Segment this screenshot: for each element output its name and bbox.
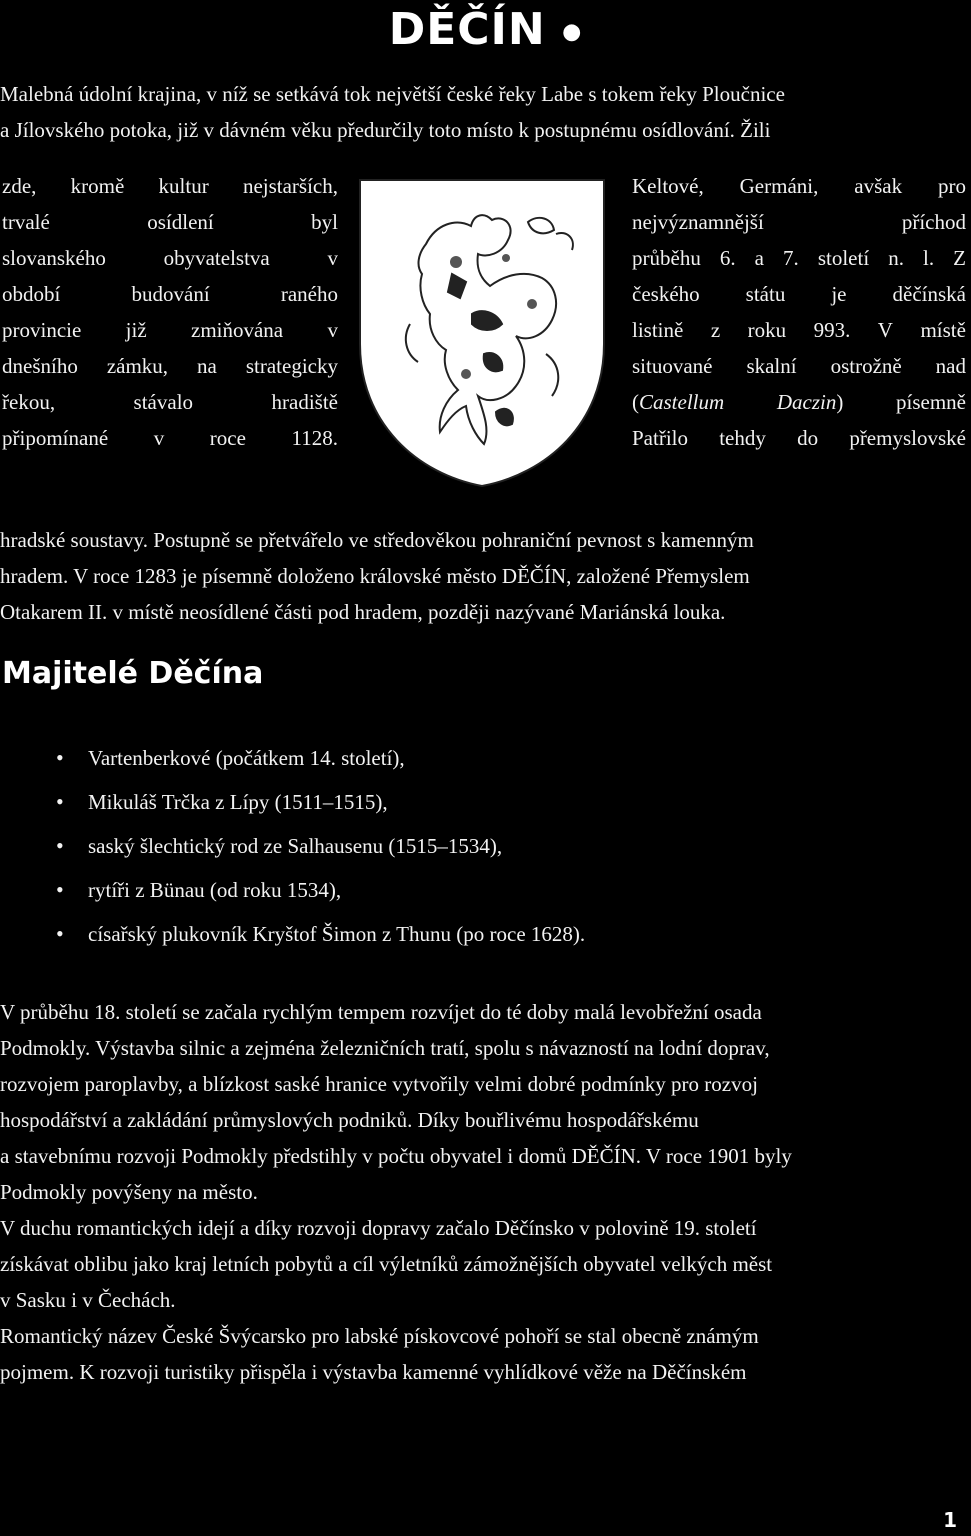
right-line — [632, 348, 966, 384]
word: Daczin) — [776, 390, 844, 414]
body-line: a stavebnímu rozvoji Podmokly předstihly v počtu obyvatel i domů DĚČÍN. V roce 1901 byly — [0, 1144, 792, 1168]
list-item: • Vartenberkové (počátkem 14. století), — [0, 736, 585, 780]
body-line: Podmokly. Výstavba silnic a zejména železničních tratí, spolu s návazností na lodní doprav, — [0, 1036, 770, 1060]
word: do — [797, 426, 819, 450]
word: období — [2, 282, 61, 306]
word: 6. — [719, 246, 736, 270]
right-line — [632, 384, 966, 420]
right-line — [632, 420, 966, 456]
word: v — [153, 426, 165, 450]
word: situované — [632, 354, 713, 378]
left-line — [2, 384, 338, 420]
word: ostrožně — [830, 354, 902, 378]
right-line — [632, 240, 966, 276]
word: trvalé — [2, 210, 50, 234]
word: stávalo — [133, 390, 194, 414]
word: státu — [745, 282, 786, 306]
intro-line-5: Otakarem II. v místě neosídlené části pod hradem, později nazývané Mariánská louka. — [0, 600, 726, 624]
word: nejstarších, — [242, 174, 338, 198]
word: v — [327, 246, 338, 270]
word: dnešního — [2, 354, 78, 378]
body-paragraph — [0, 994, 792, 1390]
word: Patřilo — [632, 426, 688, 450]
word: Germáni, — [739, 174, 819, 198]
word: budování — [131, 282, 210, 306]
word: l. — [923, 246, 935, 270]
left-line — [2, 348, 338, 384]
intro-right-column — [632, 168, 966, 456]
word: století — [817, 246, 870, 270]
word: 1128. — [291, 426, 338, 450]
left-line — [2, 420, 338, 456]
word: z — [710, 318, 721, 342]
word: v — [327, 318, 338, 342]
right-line — [632, 204, 966, 240]
word: nejvýznamnější — [632, 210, 764, 234]
left-line — [2, 204, 338, 240]
word: skalní — [746, 354, 797, 378]
body-line: hospodářství a zakládání průmyslových podniků. Díky bouřlivému hospodářskému — [0, 1108, 699, 1132]
left-line — [2, 240, 338, 276]
word: kultur — [158, 174, 209, 198]
word: n. — [888, 246, 904, 270]
intro-left-column — [2, 168, 338, 456]
word: je — [831, 282, 847, 306]
word: místě — [920, 318, 966, 342]
right-line — [632, 276, 966, 312]
word: a — [754, 246, 764, 270]
word: 7. — [783, 246, 799, 270]
left-line — [2, 312, 338, 348]
body-line: pojmem. K rozvoji turistiky přispěla i výstavba kamenné vyhlídkové věže na Děčínském — [0, 1360, 747, 1384]
word: obyvatelstva — [163, 246, 270, 270]
body-line: Romantický název České Švýcarsko pro labské pískovcové pohoří se stal obecně známým — [0, 1324, 759, 1348]
word: nad — [935, 354, 966, 378]
intro-paragraph — [0, 76, 785, 148]
word: Z — [953, 246, 966, 270]
word: roku — [747, 318, 787, 342]
intro-line-3: hradské soustavy. Postupně se přetvářelo ve středověkou pohraniční pevnost s kamenným — [0, 528, 754, 552]
word: pro — [937, 174, 966, 198]
word: raného — [280, 282, 338, 306]
word: zmiňována — [191, 318, 284, 342]
list-item: • císařský plukovník Kryštof Šimon z Thunu (po roce 1628). — [0, 912, 585, 956]
word: V — [877, 318, 893, 342]
word: zámku, — [106, 354, 169, 378]
word: děčínská — [892, 282, 966, 306]
word: písemně — [896, 390, 966, 414]
word: listině — [632, 318, 684, 342]
word: tehdy — [719, 426, 766, 450]
word: Keltové, — [632, 174, 704, 198]
word: byl — [311, 210, 338, 234]
word: 993. — [813, 318, 851, 342]
word: českého — [632, 282, 700, 306]
word: průběhu — [632, 246, 701, 270]
intro-line-4: hradem. V roce 1283 je písemně doloženo královské město DĚČÍN, založené Přemyslem — [0, 564, 750, 588]
word: již — [125, 318, 147, 342]
word: (Castellum — [632, 390, 725, 414]
left-line — [2, 276, 338, 312]
intro-line-1: Malebná údolní krajina, v níž se setkává tok největší české řeky Labe s tokem řeky Ploučnice — [0, 82, 785, 106]
page-title: DĚČÍN ● — [388, 4, 583, 55]
body-line: Podmokly povýšeny na město. — [0, 1180, 258, 1204]
word: zde, — [2, 174, 37, 198]
word: připomínané — [2, 426, 109, 450]
list-item: • rytíři z Bünau (od roku 1534), — [0, 868, 585, 912]
word: avšak — [854, 174, 903, 198]
word: přemyslovské — [849, 426, 966, 450]
word: na — [197, 354, 217, 378]
body-line: rozvojem paroplavby, a blízkost saské hranice vytvořily velmi dobré podmínky pro rozvoj — [0, 1072, 758, 1096]
word: provincie — [2, 318, 82, 342]
intro-line-2: a Jílovského potoka, již v dávném věku předurčily toto místo k postupnému osídlování. Žili — [0, 118, 771, 142]
word: hradiště — [271, 390, 338, 414]
list-item: • saský šlechtický rod ze Salhausenu (1515–1534), — [0, 824, 585, 868]
right-line — [632, 168, 966, 204]
word: kromě — [70, 174, 125, 198]
word: slovanského — [2, 246, 106, 270]
word: řekou, — [2, 390, 56, 414]
body-line: V duchu romantických idejí a díky rozvoji dopravy začalo Děčínsko v polovině 19. století — [0, 1216, 757, 1240]
body-line: v Sasku i v Čechách. — [0, 1288, 176, 1312]
intro-continuation — [0, 522, 754, 630]
word: osídlení — [147, 210, 214, 234]
list-item: • Mikuláš Trčka z Lípy (1511–1515), — [0, 780, 585, 824]
page-number: 1 — [943, 1508, 957, 1532]
word: roce — [209, 426, 246, 450]
owners-heading: Majitelé Děčína — [2, 656, 264, 691]
right-line — [632, 312, 966, 348]
word: strategicky — [245, 354, 338, 378]
coat-of-arms-lion-icon — [356, 174, 608, 488]
body-line: získávat oblibu jako kraj letních pobytů a cíl výletníků zámožnějších obyvatel velkých měst — [0, 1252, 773, 1276]
word: příchod — [901, 210, 966, 234]
left-line — [2, 168, 338, 204]
owners-list — [0, 736, 585, 956]
body-line: V průběhu 18. století se začala rychlým tempem rozvíjet do té doby malá levobřežní osada — [0, 1000, 762, 1024]
